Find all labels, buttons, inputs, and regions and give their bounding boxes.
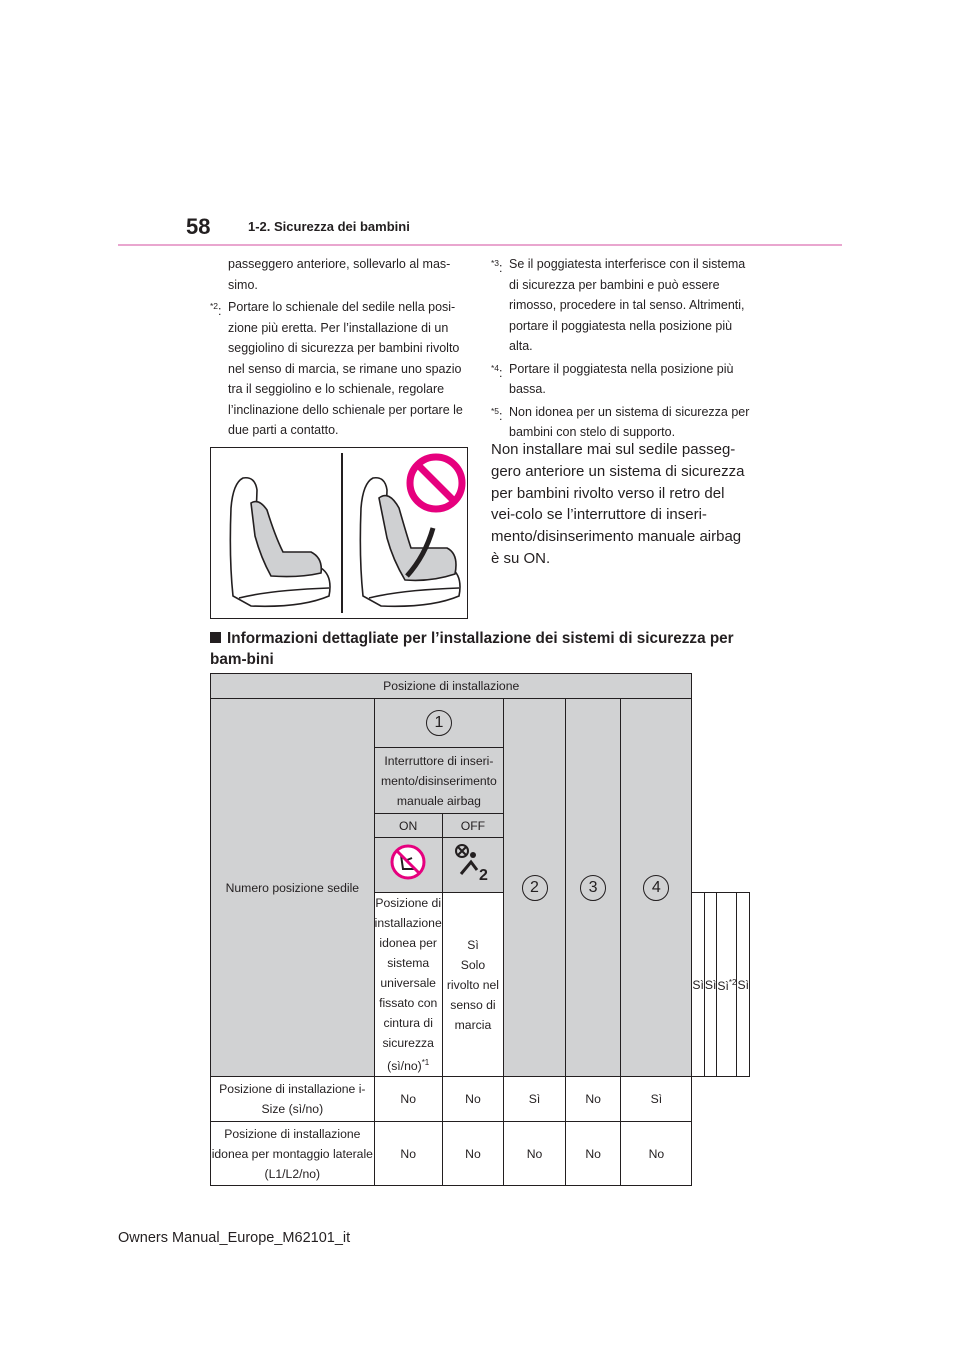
heading-bullet	[210, 632, 221, 643]
seat-3-header: 3	[565, 699, 621, 1077]
row3-col3: No	[504, 1122, 566, 1186]
row2-col5: Sì	[621, 1077, 692, 1122]
row1-col3: Sì	[704, 893, 717, 1077]
row1-off-note: Solo rivolto nel senso di marcia	[446, 957, 500, 1032]
row2-col1: No	[374, 1077, 442, 1122]
row2-col2: No	[442, 1077, 503, 1122]
row1-col4: $Sì^{*2}$	[717, 893, 737, 1077]
warning-text: Non installare mai sul sedile passeg-gero anteriore un sistema di sicurezza per bambini rivolto verso il retro del vei-colo se l’interruttore di inseri-mento/disinserimento manuale airbag è su ON.	[491, 441, 745, 567]
left-footnotes	[210, 254, 468, 443]
prohibited-icon	[410, 457, 462, 509]
row3-col5: No	[621, 1122, 692, 1186]
child-seat-prohibited-illustration	[210, 447, 468, 619]
passenger-airbag-on-icon	[451, 840, 495, 884]
seat-number-label: Numero posizione sedile	[211, 699, 375, 1077]
footnote-5: $^{*5}$: Non idonea per un sistema di sicurezza per bambini con stelo di supporto.	[491, 404, 750, 439]
right-footnotes	[491, 254, 753, 445]
table-row	[211, 1122, 750, 1186]
table-row	[211, 1077, 750, 1122]
footnote-3: $^{*3}$: Se il poggiatesta interferisce con il sistema di sicurezza per bambini e può essere rimosso, procedere in tal senso. Altrimenti, portare il poggiatesta nella posizione più alta.	[491, 257, 746, 353]
row1-label: Posizione di installazione idonea per sistema universale fissato con cintura di sicurezza (sì/no)$^{*1}$	[374, 893, 442, 1077]
row2-col4: No	[565, 1077, 621, 1122]
footnote-continuation: passeggero anteriore, sollevarlo al mas-simo.	[228, 257, 451, 292]
table-top-header: Posizione di installazione	[211, 674, 692, 699]
sub-heading: Informazioni dettagliate per l’installazione dei sistemi di sicurezza per bam-bini	[210, 630, 734, 668]
row3-col2: No	[442, 1122, 503, 1186]
row2-label: Posizione di installazione i-Size (sì/no)	[211, 1077, 375, 1122]
seat-4-header: 4	[621, 699, 692, 1077]
passenger-airbag-off-icon	[388, 842, 428, 882]
row3-col1: No	[374, 1122, 442, 1186]
svg-text:2: 2	[478, 867, 488, 884]
airbag-switch-label: Interruttore di inseri-mento/disinserimento manuale airbag	[374, 748, 504, 814]
row1-col5: Sì	[737, 893, 750, 1077]
footnote-4: $^{*4}$: Portare il poggiatesta nella posizione più bassa.	[491, 361, 734, 396]
row2-col3: Sì	[504, 1077, 566, 1122]
section-title: 1-2. Sicurezza dei bambini	[248, 219, 410, 234]
row1-on: Sì Solo rivolto nel senso di marcia	[442, 893, 503, 1077]
seat-2-header: 2	[504, 699, 566, 1077]
footnote-2: $^{*2}$: Portare lo schienale del sedile nella posi-zione più eretta. Per l’installazione di un seggiolino di sicurezza per bambini rivolto nel senso di marcia, se rimane uno spazio tra il seggiolino e lo schienale, regolare l’inclinazione dello schienale per portare le due parti a contatto.	[210, 300, 463, 437]
footer-text: Owners Manual_Europe_M62101_it	[118, 1230, 351, 1246]
page-number: 58	[186, 214, 211, 239]
airbag-off-icon-cell	[374, 838, 442, 893]
seat-1-number: 1	[426, 710, 452, 736]
airbag-on-icon-cell	[442, 838, 503, 893]
header-rule	[118, 244, 842, 246]
installation-table	[210, 673, 750, 1186]
row3-col4: No	[565, 1122, 621, 1186]
seat-1-header	[374, 699, 504, 748]
switch-off: OFF	[442, 814, 503, 838]
switch-on: ON	[374, 814, 442, 838]
row3-label: Posizione di installazione idonea per montaggio laterale (L1/L2/no)	[211, 1122, 375, 1186]
row1-col2: Sì	[692, 893, 705, 1077]
